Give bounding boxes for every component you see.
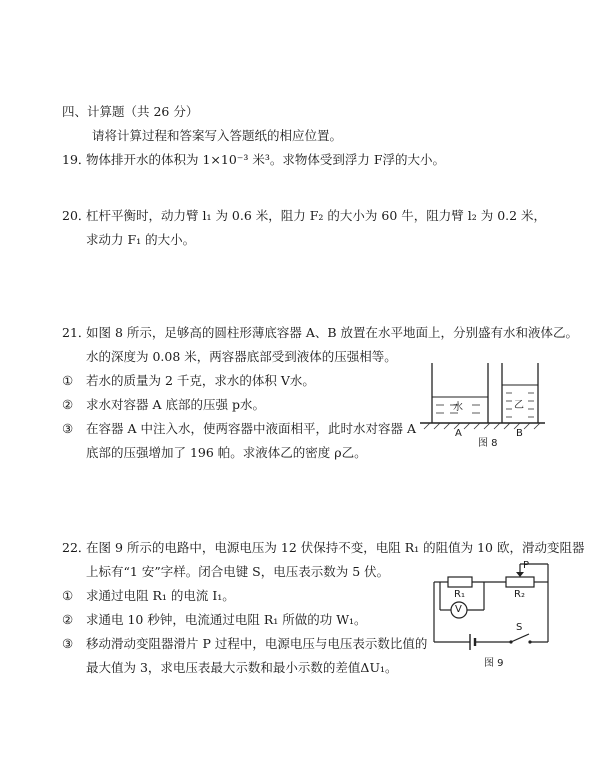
slider-arrow	[516, 572, 524, 577]
item-text: 在容器 A 中注入水，使两容器中液面相平，此时水对容器 A	[86, 421, 416, 436]
resistor-r2	[506, 577, 534, 587]
question-21-item-1	[62, 373, 315, 389]
figure-8-containers	[420, 355, 550, 445]
item-text: 求通电 10 秒钟，电流通过电阻 R₁ 所做的功 W₁。	[86, 612, 367, 627]
item-text: 求通过电阻 R₁ 的电流 I₁。	[86, 588, 235, 603]
question-20-line2: 求动力 F₁ 的大小。	[86, 232, 196, 247]
item-marker: ③	[62, 421, 74, 436]
question-22-item-3	[62, 636, 427, 652]
item-marker: ②	[62, 397, 74, 412]
item-marker: ③	[62, 636, 74, 651]
resistor-r1	[448, 577, 472, 587]
r1-label: R₁	[454, 589, 465, 600]
figure-8-caption: 图 8	[478, 438, 498, 449]
section-instruction: 请将计算过程和答案写入答题纸的相应位置。	[92, 128, 343, 143]
voltmeter-label: V	[455, 604, 462, 615]
question-22-item-2	[62, 612, 367, 628]
liquid-a-label: 水	[453, 402, 463, 413]
item-marker: ①	[62, 588, 74, 603]
question-19	[62, 152, 445, 168]
question-number: 22．	[62, 540, 91, 555]
figure-9-caption: 图 9	[484, 658, 504, 669]
switch-label: S	[516, 622, 523, 633]
slider-p-label: P	[523, 560, 530, 571]
container-b	[502, 363, 538, 423]
question-21-line2: 水的深度为 0.08 米，两容器底部受到液体的压强相等。	[86, 349, 397, 364]
question-21	[62, 325, 578, 341]
figure-9-circuit	[426, 562, 556, 652]
liquid-b-label: 乙	[514, 400, 524, 411]
question-number: 21．	[62, 325, 91, 340]
item-text: 求水对容器 A 底部的压强 p水。	[86, 397, 265, 412]
item-text: 移动滑动变阻器滑片 P 过程中，电源电压与电压表示数比值的	[86, 636, 428, 651]
container-b-label: B	[516, 428, 523, 439]
question-22-item-1	[62, 588, 235, 604]
question-21-item-3	[62, 421, 416, 437]
question-20	[62, 208, 546, 224]
container-a-label: A	[455, 428, 462, 439]
question-text: 物体排开水的体积为 1×10⁻³ 米³。求物体受到浮力 F浮的大小。	[86, 152, 446, 167]
question-text: 如图 8 所示，足够高的圆柱形薄底容器 A、B 放置在水平地面上，分别盛有水和液体乙。	[86, 325, 579, 340]
question-text: 在图 9 所示的电路中，电源电压为 12 伏保持不变，电阻 R₁ 的阻值为 10 欧，滑动变阻器	[86, 540, 585, 555]
question-21-item-2	[62, 397, 265, 413]
item-marker: ①	[62, 373, 74, 388]
question-number: 20．	[62, 208, 91, 223]
section-title: 四、计算题（共 26 分）	[62, 104, 199, 119]
item-marker: ②	[62, 612, 74, 627]
question-22-item-3-cont: 最大值为 3，求电压表最大示数和最小示数的差值ΔU₁。	[86, 660, 398, 675]
container-a	[432, 363, 488, 423]
item-text: 若水的质量为 2 千克，求水的体积 V水。	[86, 373, 315, 388]
r2-label: R₂	[514, 589, 525, 600]
question-number: 19．	[62, 152, 91, 167]
question-text: 杠杆平衡时，动力臂 l₁ 为 0.6 米，阻力 F₂ 的大小为 60 牛，阻力臂 l₂ 为 0.2 米，	[86, 208, 547, 223]
question-21-item-3-cont: 底部的压强增加了 196 帕。求液体乙的密度 ρ乙。	[86, 445, 367, 460]
question-22-line2: 上标有“1 安”字样。闭合电键 S，电压表示数为 5 伏。	[86, 564, 390, 579]
switch-s	[511, 634, 529, 642]
question-22	[62, 540, 584, 556]
